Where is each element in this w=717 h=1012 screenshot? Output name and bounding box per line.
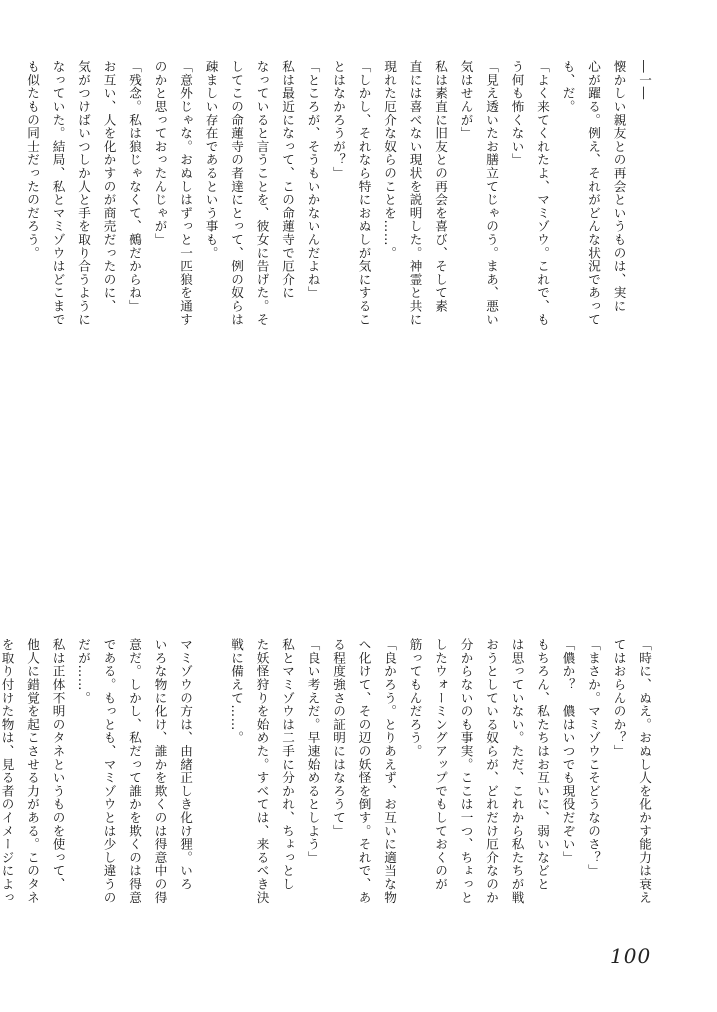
text-line: ―一― (637, 60, 652, 100)
text-line: 「意外じゃな。おぬしはずっと一匹狼を通す (178, 60, 193, 326)
text-line: 私は素直に旧友との再会を喜び、そして素 (433, 60, 448, 313)
text-line: へ化けて、その辺の妖怪を倒す。それで、あ (356, 638, 372, 904)
text-line: 「時に、ぬえ。おぬし人を化かす能力は衰え (637, 638, 652, 904)
text-line: 懐かしい親友との再会というものは、実に (611, 60, 627, 313)
text-line: 「見え透いたお膳立てじゃのう。まあ、悪い (484, 60, 499, 326)
text-line: は思っていない。ただ、これから私たちが戦 (509, 638, 525, 904)
text-line: 「しかし、それなら特におぬしが気にするこ (356, 60, 372, 326)
top-text-column (25, 60, 657, 390)
text-line: したウォーミングアップでもしておくのが (433, 638, 448, 891)
text-line: う何も怖くない」 (509, 60, 525, 167)
text-line: だが……。 (76, 638, 91, 705)
text-line: 「よく来てくれたよ、マミゾウ。これで、も (535, 60, 550, 326)
text-line: も、だ。 (560, 60, 576, 114)
text-line: も似たもの同士だったのだろう。 (25, 60, 40, 260)
text-line: 気はせんが」 (458, 60, 474, 140)
text-line: してこの命蓮寺の者達にとって、例の奴らは (229, 60, 244, 326)
text-line: 「ところが、そうもいかないんだよね」 (305, 60, 321, 300)
text-line: 他人に錯覚を起こさせる力がある。このタネ (25, 638, 40, 904)
text-line: のかと思っておったんじゃが」 (152, 60, 168, 247)
text-line: いろな物に化け、誰かを欺くのは得意中の得 (152, 638, 168, 904)
text-line: 「儂か？ 儂はいつでも現役だぞい」 (560, 638, 576, 865)
text-line: なっていた。結局、私とマミゾウはどこまで (50, 60, 66, 326)
text-line: 私とマミゾウは二手に分かれ、ちょっとし (280, 638, 295, 891)
text-line: 私は正体不明のタネというものを使って、 (50, 638, 66, 891)
text-line: 現れた厄介な奴らのことを……。 (382, 60, 397, 260)
text-line: なっていると言うことを、彼女に告げた。そ (254, 60, 270, 326)
text-line: 私は最近になって、この命蓮寺で厄介に (280, 60, 295, 300)
text-line: 心が躍る。例え、それがどんな状況であって (586, 60, 601, 326)
text-line: 「残念。私は狼じゃなくて、鵺だからね」 (127, 60, 142, 313)
text-line: もちろん、私たちはお互いに、弱いなどと (535, 638, 550, 891)
text-line: てはおらんのか？」 (611, 638, 627, 758)
text-line: 戦に備えて……。 (229, 638, 244, 745)
text-line: おうとしている奴らが、どれだけ厄介なのか (484, 638, 499, 904)
text-line: 分からないのも事実。ここは一つ、ちょっと (458, 638, 474, 904)
text-line: を取り付けた物は、見る者のイメージによっ (0, 638, 15, 904)
bottom-text-column (0, 638, 657, 950)
text-line: 疎ましい存在であるという事も。 (203, 60, 219, 260)
text-line: お互い、人を化かすのが商売だったのに、 (101, 60, 117, 313)
text-line: マミゾウの方は、由緒正しき化け狸。いろ (178, 638, 193, 891)
text-line: 筋ってもんだろう。 (407, 638, 423, 758)
text-line: た妖怪狩りを始めた。すべては、来るべき決 (254, 638, 270, 904)
text-line: る程度強さの証明にはなろうて」 (331, 638, 346, 838)
text-line: とはなかろうが？」 (331, 60, 346, 180)
text-line: 意だ。しかし、私だって誰かを欺くのは得意 (127, 638, 142, 904)
text-line: 気がつけばいつしか人と手を取り合うように (76, 60, 91, 326)
page-number: 100 (610, 944, 652, 968)
text-line: 「まさか。マミゾウこそどうなのさ？」 (586, 638, 601, 878)
text-line: である。もっとも、マミゾウとは少し違うの (101, 638, 117, 904)
text-line: 「良い考えだ。早速始めるとしよう」 (305, 638, 321, 865)
text-line: 直には喜べない現状を説明した。神霊と共に (407, 60, 423, 326)
text-line (198, 638, 224, 950)
text-line: 「良かろう。とりあえず、お互いに適当な物 (382, 638, 397, 904)
